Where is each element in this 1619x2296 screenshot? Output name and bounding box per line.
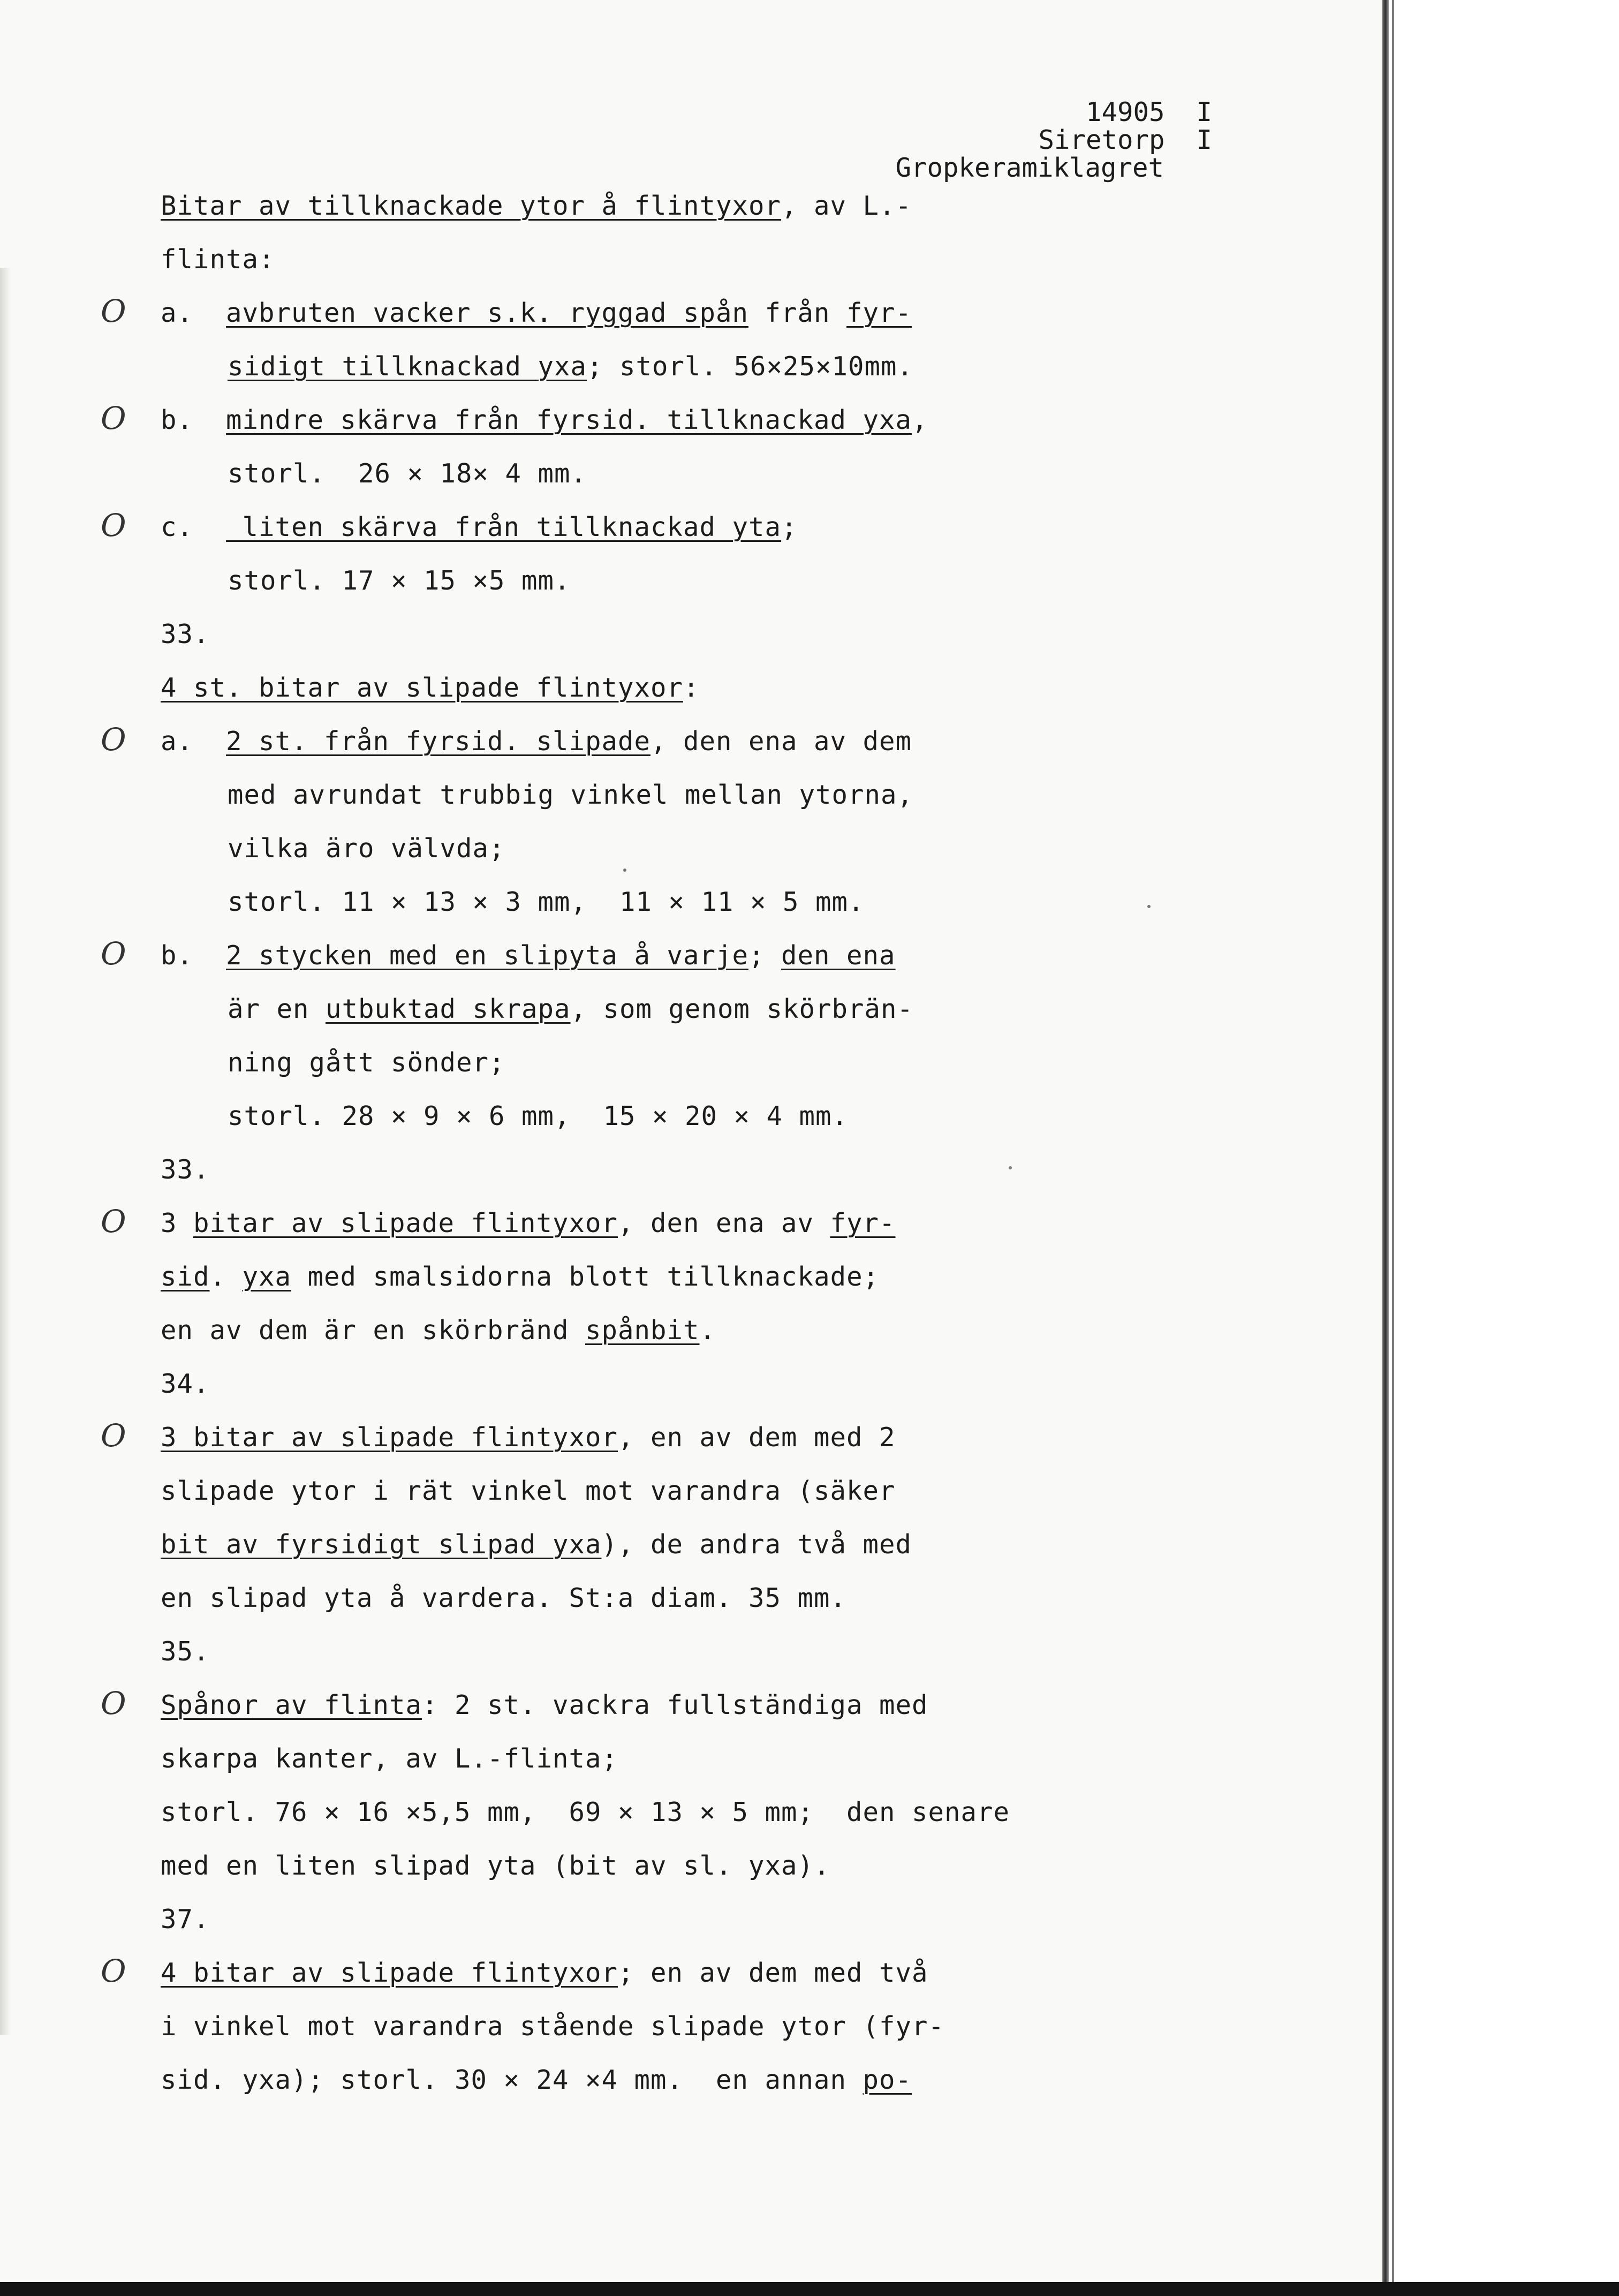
text-line	[161, 1796, 1010, 1829]
text-segment: sid. yxa); storl. 30 × 24 ×4 mm. en annan	[161, 2065, 863, 2095]
text-segment: c.	[161, 512, 226, 542]
text-segment: med smalsidorna blott tillknackade;	[291, 1262, 880, 1292]
underlined-text: yxa	[242, 1262, 292, 1292]
text-segment: ), de andra två med	[601, 1529, 912, 1560]
underlined-text: po-	[863, 2065, 912, 2095]
text-segment: , en av dem med 2	[618, 1422, 896, 1453]
text-segment: skarpa kanter, av L.-flinta;	[161, 1743, 618, 1774]
scan-speck	[623, 868, 626, 872]
text-segment: ning gått sönder;	[228, 1047, 505, 1078]
text-segment: , som genom skörbrän-	[570, 994, 914, 1024]
underlined-text: sidigt tillknackad yxa	[228, 351, 587, 382]
underlined-text: 2 stycken med en slipyta å varje	[226, 940, 749, 971]
text-segment: 33.	[161, 1154, 210, 1185]
underlined-text: fyr-	[846, 298, 912, 328]
handwritten-circle-mark: O	[101, 1203, 126, 1240]
text-line	[161, 1529, 912, 1561]
text-line	[228, 1047, 505, 1079]
text-segment: storl. 26 × 18× 4 mm.	[228, 458, 587, 489]
page-edge-right-inner	[1392, 0, 1394, 2296]
underlined-text: Bitar av tillknackade ytor å flintyxor	[161, 191, 782, 221]
text-line	[228, 1100, 848, 1132]
text-line	[161, 297, 912, 329]
text-segment: flinta:	[161, 244, 275, 275]
text-line	[161, 1636, 210, 1668]
underlined-text: 3 bitar av slipade flintyxor	[161, 1422, 618, 1453]
text-line	[161, 1368, 210, 1400]
text-segment: ; storl. 56×25×10mm.	[587, 351, 914, 382]
handwritten-circle-mark: O	[101, 1685, 126, 1721]
underlined-text: liten skärva från tillknackad yta	[226, 512, 782, 542]
text-segment: storl. 11 × 13 × 3 mm, 11 × 11 × 5 mm.	[228, 887, 865, 917]
text-segment: b.	[161, 940, 226, 971]
text-segment: .	[209, 1262, 243, 1292]
text-segment: , den ena av dem	[650, 726, 912, 757]
text-segment: b.	[161, 405, 226, 435]
text-line	[161, 1315, 716, 1347]
text-line	[228, 779, 913, 811]
underlined-text: bit av fyrsidigt slipad yxa	[161, 1529, 602, 1560]
underlined-text: spånbit	[585, 1315, 700, 1346]
text-line	[161, 1582, 846, 1614]
text-line	[161, 1422, 896, 1454]
text-segment: storl. 28 × 9 × 6 mm, 15 × 20 × 4 mm.	[228, 1101, 849, 1131]
text-line	[161, 1261, 879, 1293]
catalog-number: 14905 I	[1085, 97, 1212, 127]
underlined-text: 4 bitar av slipade flintyxor	[161, 1958, 618, 1988]
site-name: Siretorp I	[1038, 125, 1212, 155]
text-line	[161, 404, 928, 436]
underlined-text: avbruten vacker s.k. ryggad spån	[226, 298, 749, 328]
text-segment: 35.	[161, 1636, 210, 1667]
underlined-text: sid	[161, 1262, 210, 1292]
text-line	[161, 2011, 944, 2043]
text-segment: ;	[748, 940, 782, 971]
layer-name: Gropkeramiklagret	[895, 153, 1164, 183]
underlined-text: Spånor av flinta	[161, 1690, 422, 1720]
text-line	[161, 940, 896, 972]
page-edge-bottom	[0, 2282, 1619, 2296]
text-line	[161, 1475, 896, 1507]
text-segment: storl. 17 × 15 ×5 mm.	[228, 565, 571, 596]
text-line	[161, 1154, 210, 1186]
text-segment: är en	[228, 994, 326, 1024]
handwritten-circle-mark: O	[101, 935, 126, 972]
text-segment: 3	[161, 1208, 194, 1238]
text-line	[161, 190, 912, 222]
text-segment: ;	[781, 512, 798, 542]
text-line	[161, 618, 210, 651]
text-segment: .	[699, 1315, 716, 1346]
text-line	[228, 458, 587, 490]
text-line	[161, 2064, 912, 2096]
text-line	[161, 1957, 928, 1989]
underlined-text: mindre skärva från fyrsid. tillknackad yxa	[226, 405, 912, 435]
text-line	[161, 1904, 210, 1936]
page-edge-right	[1382, 0, 1389, 2296]
text-segment: a.	[161, 298, 226, 328]
text-segment: med en liten slipad yta (bit av sl. yxa).	[161, 1851, 830, 1881]
handwritten-circle-mark: O	[101, 1417, 126, 1454]
handwritten-circle-mark: O	[101, 293, 126, 329]
text-segment: i vinkel mot varandra stående slipade ytor (fyr-	[161, 2011, 945, 2042]
text-segment: , den ena av	[618, 1208, 830, 1238]
text-line	[228, 886, 865, 918]
text-segment: storl. 76 × 16 ×5,5 mm, 69 × 13 × 5 mm; den senare	[161, 1797, 1010, 1827]
text-segment: , av L.-	[781, 191, 912, 221]
text-line	[228, 565, 571, 597]
handwritten-circle-mark: O	[101, 721, 126, 758]
underlined-text: fyr-	[830, 1208, 896, 1238]
text-line	[161, 672, 700, 704]
text-line	[161, 726, 912, 758]
text-segment: ,	[912, 405, 928, 435]
text-segment: en av dem är en skörbränd	[161, 1315, 586, 1346]
text-line	[161, 1207, 896, 1240]
underlined-text: den ena	[781, 940, 896, 971]
text-segment: vilka äro välvda;	[228, 833, 505, 864]
text-line	[228, 833, 505, 865]
underlined-text: 4 st. bitar av slipade flintyxor	[161, 673, 684, 703]
underlined-text: utbuktad skrapa	[326, 994, 571, 1024]
text-segment: :	[683, 673, 700, 703]
text-line	[161, 1743, 618, 1775]
scan-speck	[1147, 905, 1151, 908]
scan-speck	[1009, 1166, 1012, 1169]
text-line	[228, 993, 913, 1025]
text-segment: en slipad yta å vardera. St:a diam. 35 mm.	[161, 1583, 847, 1613]
text-segment: slipade ytor i rät vinkel mot varandra (säker	[161, 1476, 896, 1506]
text-line	[161, 1850, 830, 1882]
text-segment: 34.	[161, 1369, 210, 1399]
binding-shadow	[0, 268, 11, 2035]
text-segment: från	[748, 298, 847, 328]
text-segment: : 2 st. vackra fullständiga med	[422, 1690, 928, 1720]
handwritten-circle-mark: O	[101, 400, 126, 436]
text-line	[228, 351, 913, 383]
text-segment: ; en av dem med två	[618, 1958, 928, 1988]
handwritten-circle-mark: O	[101, 1953, 126, 1989]
text-segment: a.	[161, 726, 226, 757]
text-line	[161, 511, 798, 543]
text-segment: 33.	[161, 619, 210, 649]
text-segment: 37.	[161, 1904, 210, 1935]
handwritten-circle-mark: O	[101, 507, 126, 543]
text-segment: med avrundat trubbig vinkel mellan ytorna,	[228, 780, 914, 810]
text-line	[161, 1689, 928, 1721]
underlined-text: bitar av slipade flintyxor	[193, 1208, 618, 1238]
underlined-text: 2 st. från fyrsid. slipade	[226, 726, 651, 757]
text-line	[161, 244, 275, 276]
